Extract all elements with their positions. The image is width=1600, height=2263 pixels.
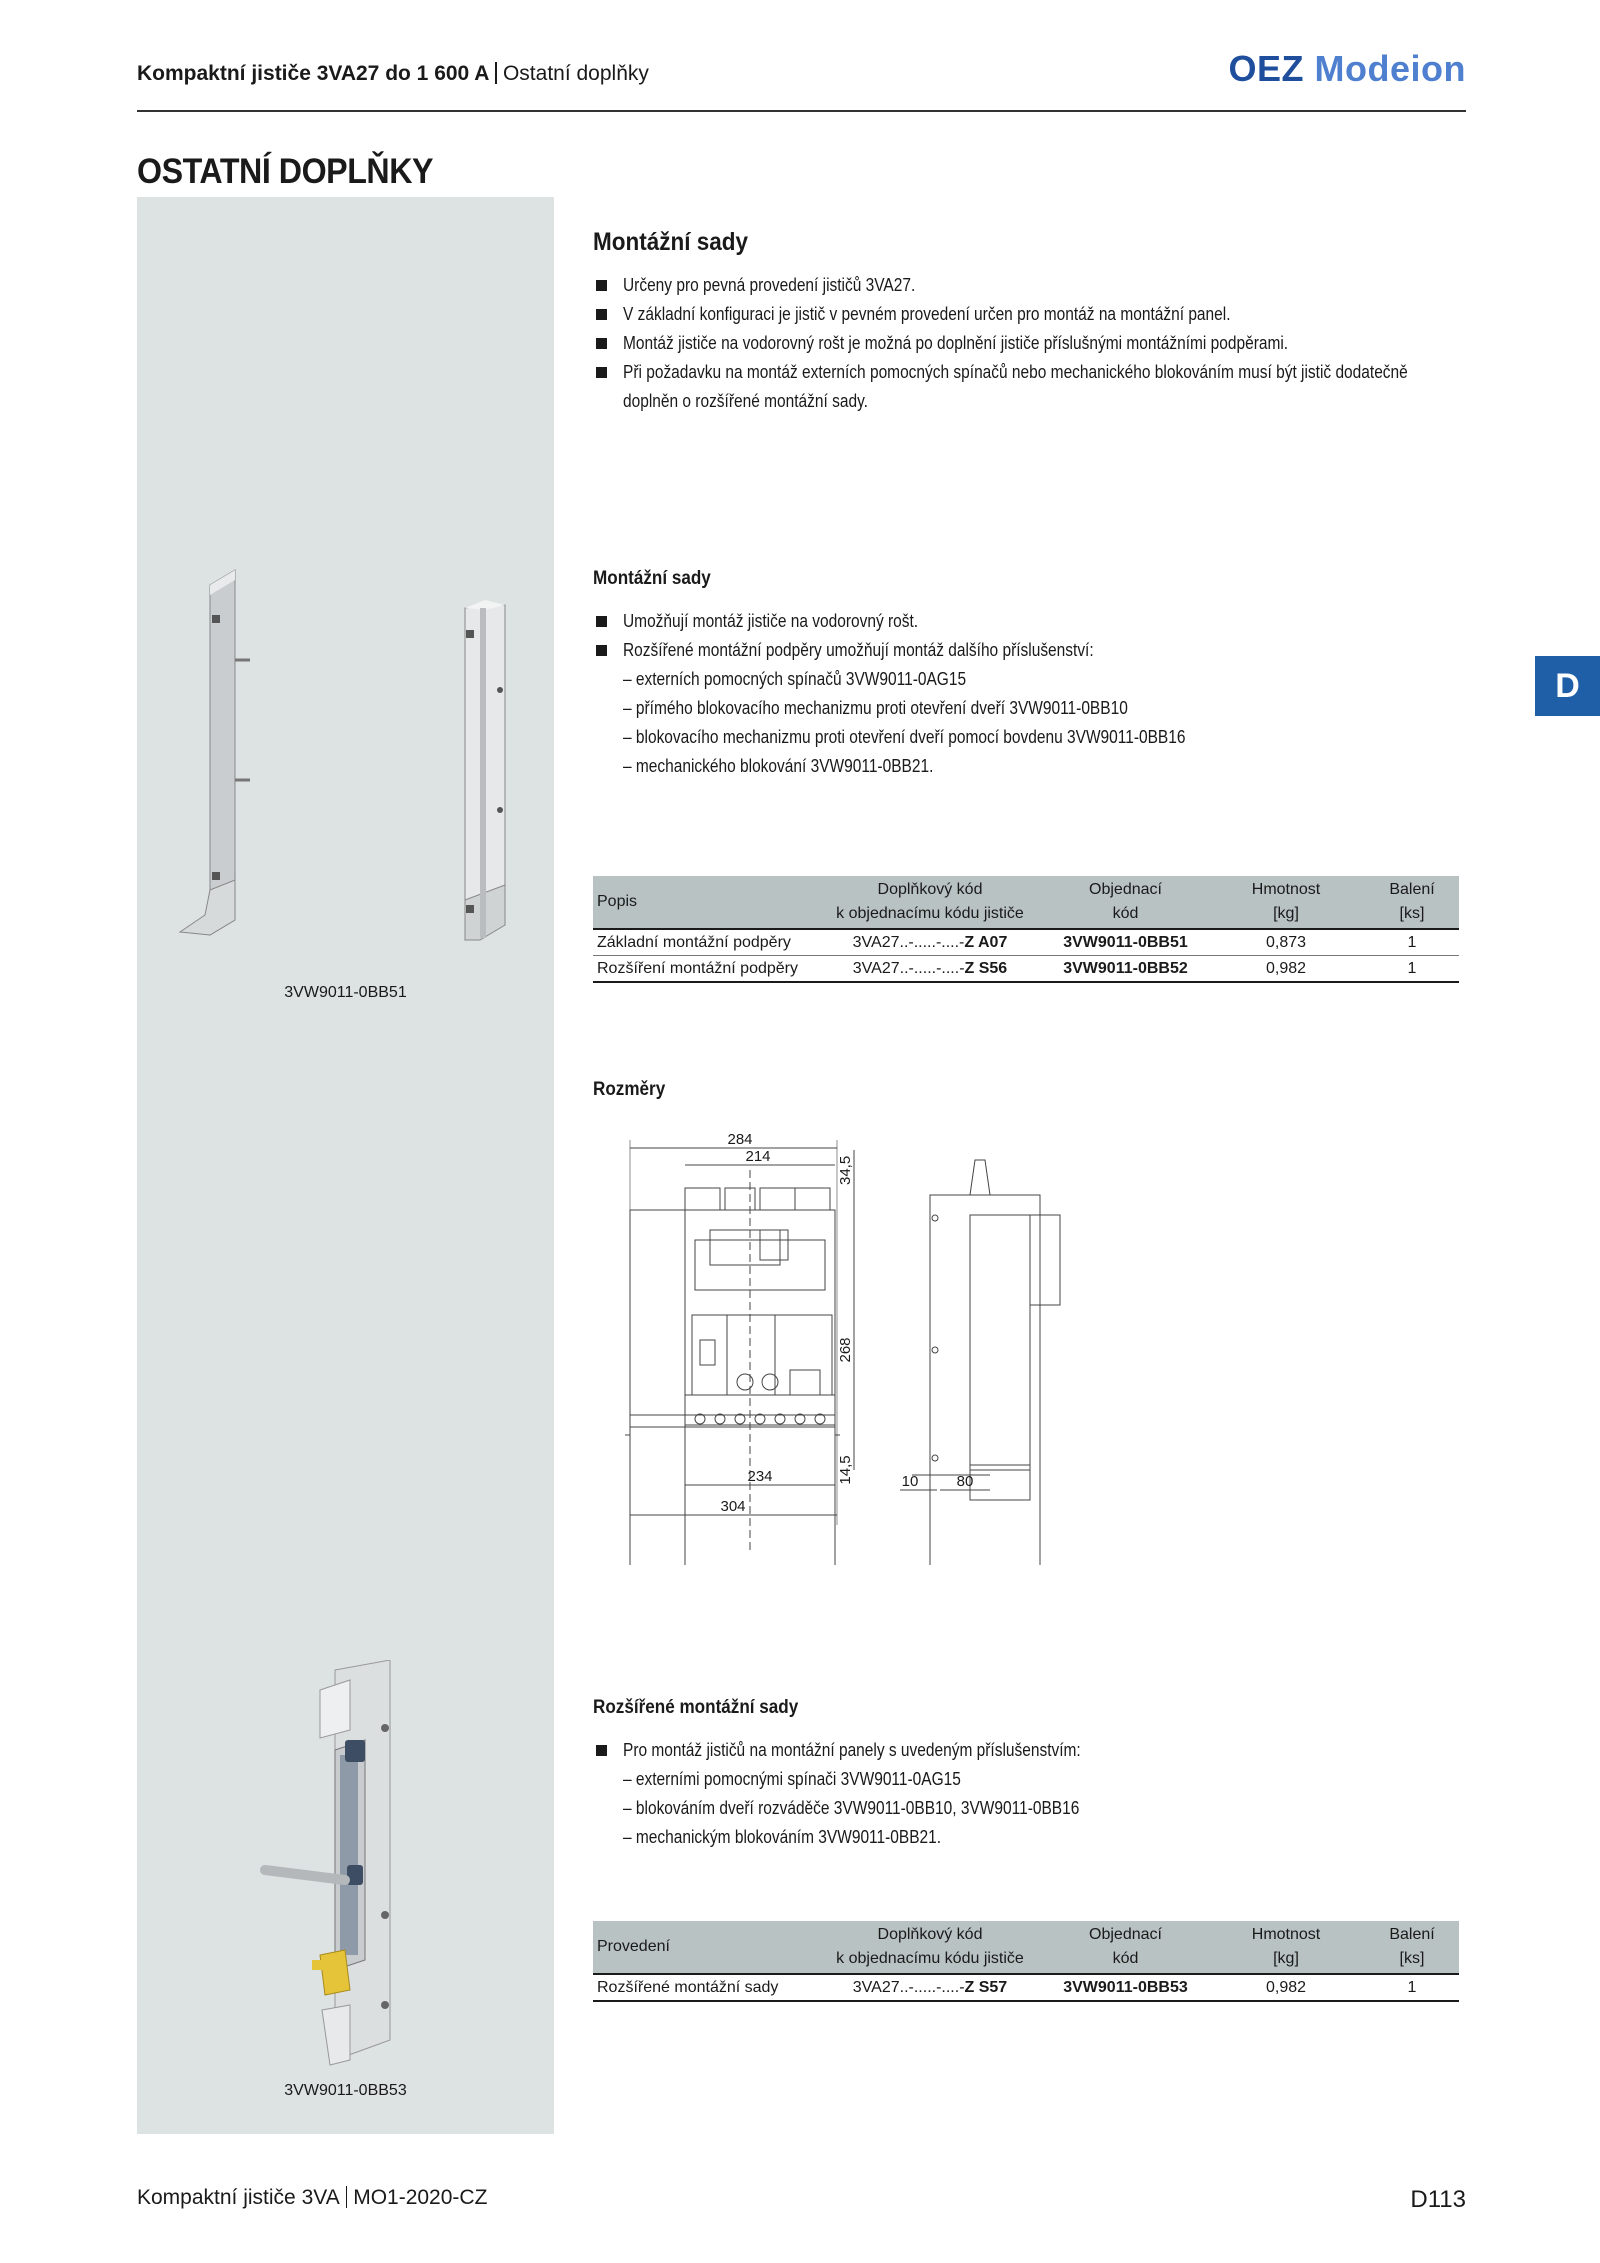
col-header-popis: Popis xyxy=(593,876,816,929)
list-subitem: – externích pomocných spínačů 3VW9011-0AG15 xyxy=(623,669,967,689)
extended-sets-table xyxy=(593,1921,1459,2002)
mounting-supports-image xyxy=(160,560,540,980)
list-item: V základní konfiguraci je jistič v pevném provedení určen pro montáž na montážní panel. xyxy=(593,300,1473,329)
header-title xyxy=(137,62,649,86)
dim-80: 80 xyxy=(956,1473,974,1490)
footer-catalog-code: MO1-2020-CZ xyxy=(353,2186,488,2209)
list-item: Při požadavku na montáž externích pomocných spínačů nebo mechanického blokováním musí být jistič dodatečně xyxy=(593,358,1473,387)
list-item: Rozšířené montážní podpěry umožňují montáž dalšího příslušenství: xyxy=(593,636,1473,665)
list-subitem: – přímého blokovacího mechanizmu proti otevření dveří 3VW9011-0BB10 xyxy=(623,698,1128,718)
list-item: Montáž jističe na vodorovný rošt je možná po doplnění jističe příslušnými montážními podpěrami. xyxy=(593,329,1473,358)
dim-234: 234 xyxy=(747,1468,773,1485)
col-header-pack: Balení [ks] xyxy=(1365,1921,1459,1974)
heading-rozsirene-montazni-sady: Rozšířené montážní sady xyxy=(593,1697,799,1718)
list-subitem: – mechanického blokování 3VW9011-0BB21. xyxy=(623,756,934,776)
list-subitem: – mechanickým blokováním 3VW9011-0BB21. xyxy=(623,1827,942,1847)
list-subitem: – blokováním dveří rozváděče 3VW9011-0BB10, 3VW9011-0BB16 xyxy=(623,1798,1080,1818)
list-item: Umožňují montáž jističe na vodorovný rošt. xyxy=(593,607,1473,636)
mounting-supports-table xyxy=(593,876,1459,983)
image-caption-0bb53: 3VW9011-0BB53 xyxy=(284,2082,407,2099)
image-caption-0bb51: 3VW9011-0BB51 xyxy=(284,984,407,1001)
col-header-weight: Hmotnost [kg] xyxy=(1207,1921,1365,1974)
table-header-row xyxy=(593,876,1459,929)
header-separator xyxy=(495,62,497,84)
dim-34-5: 34,5 xyxy=(837,1155,854,1185)
col-header-order: Objednací kód xyxy=(1044,876,1207,929)
list-subitem: – blokovacího mechanizmu proti otevření dveří pomocí bovdenu 3VW9011-0BB16 xyxy=(623,727,1186,747)
header-rule xyxy=(137,110,1466,112)
dim-268: 268 xyxy=(837,1337,854,1363)
dim-14-5: 14,5 xyxy=(837,1455,854,1485)
extended-mounting-set-image xyxy=(250,1660,430,2070)
list-item-continuation: doplněn o rozšířené montážní sady. xyxy=(623,391,868,411)
list-item: Pro montáž jističů na montážní panely s uvedeným příslušenstvím: xyxy=(593,1736,1473,1765)
extended-bullets xyxy=(593,1736,1473,1852)
footer-text xyxy=(137,2186,487,2210)
page-title: OSTATNÍ DOPLŇKY xyxy=(137,152,434,191)
list-item: Určeny pro pevná provedení jističů 3VA27. xyxy=(593,271,1473,300)
page-number: D113 xyxy=(1410,2186,1466,2213)
col-header-order: Objednací kód xyxy=(1044,1921,1207,1974)
table-row: Základní montážní podpěry 3VA27..-.....-....-Z A07 3VW9011-0BB51 0,873 1 xyxy=(593,929,1459,956)
header-title-section: Ostatní doplňky xyxy=(502,62,649,85)
dim-284: 284 xyxy=(727,1131,753,1148)
table-row: Rozšířené montážní sady 3VA27..-.....-....-Z S57 3VW9011-0BB53 0,982 1 xyxy=(593,1974,1459,2001)
sets-bullets xyxy=(593,607,1473,781)
heading-montazni-sady: Montážní sady xyxy=(593,228,749,256)
table-row: Rozšíření montážní podpěry 3VA27..-.....-....-Z S56 3VW9011-0BB52 0,982 1 xyxy=(593,956,1459,983)
dimension-drawing xyxy=(600,1130,1180,1565)
footer-product: Kompaktní jističe 3VA xyxy=(137,2186,340,2209)
section-tab-d[interactable]: D xyxy=(1535,656,1600,716)
col-header-code: Doplňkový kód k objednacímu kódu jističe xyxy=(816,1921,1044,1974)
heading-montazni-sady-sub: Montážní sady xyxy=(593,568,711,589)
heading-rozmery: Rozměry xyxy=(593,1079,666,1100)
logo-oez: OEZ xyxy=(1228,48,1304,89)
dim-10: 10 xyxy=(901,1473,919,1490)
dim-304: 304 xyxy=(720,1498,746,1515)
table-header-row xyxy=(593,1921,1459,1974)
list-subitem: – externími pomocnými spínači 3VW9011-0AG15 xyxy=(623,1769,961,1789)
mounting-bullets xyxy=(593,271,1473,416)
header-title-main: Kompaktní jističe 3VA27 do 1 600 A xyxy=(137,62,490,85)
logo-modeion: Modeion xyxy=(1314,48,1466,89)
col-header-weight: Hmotnost [kg] xyxy=(1207,876,1365,929)
brand-logo xyxy=(1228,48,1466,90)
col-header-pack: Balení [ks] xyxy=(1365,876,1459,929)
footer-separator xyxy=(346,2186,348,2208)
col-header-provedeni: Provedení xyxy=(593,1921,816,1974)
dim-214: 214 xyxy=(745,1148,771,1165)
col-header-code: Doplňkový kód k objednacímu kódu jističe xyxy=(816,876,1044,929)
